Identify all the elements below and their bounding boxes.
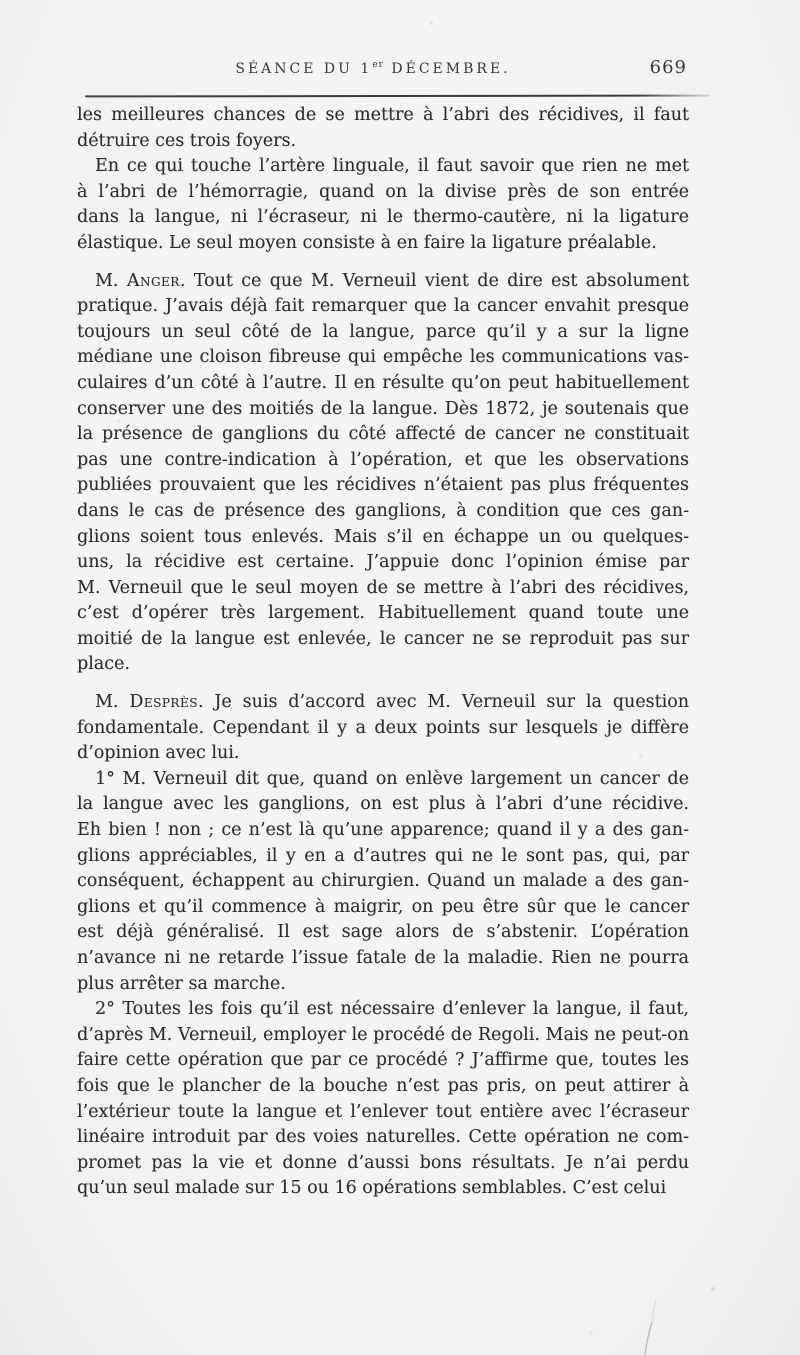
page-title [67,60,679,77]
text-line: conserver une des moitiés de la langue. Dès 1872, je soutenais que [77,398,689,419]
text-line: détruire ces trois foyers. [77,130,297,151]
header-rule [85,95,710,98]
speaker-name: Desprès [129,692,198,713]
text-line: M. Verneuil que le seul moyen de se mettre à l’abri des récidives, [77,577,689,598]
text-line: l’extérieur toute la langue et l’enlever tout entière avec l’écraseur [77,1101,689,1122]
text-line: est déjà généralisé. Il est sage alors de s’abstenir. L’opération [77,922,689,943]
page-title-text: SÉANCE DU 1 [235,61,373,77]
text-line: élastique. Le seul moyen consiste à en faire la ligature préalable. [77,232,657,253]
text-line: fondamentale. Cependant il y a deux points sur lesquels je diffère [77,717,689,738]
page-title-text-end: DÉCEMBRE. [383,61,511,77]
text-line: publiées prouvaient que les récidives n’étaient pas plus fréquentes [77,475,689,496]
text-line: M. Desprès. Je suis d’accord avec M. Verneuil sur la question [95,692,689,713]
text-line: culaires d’un côté à l’autre. Il en résulte qu’on peut habituellement [77,372,689,393]
text-line: M. Anger. Tout ce que M. Verneuil vient de dire est absolument [95,270,689,291]
text-line: conséquent, échappent au chirurgien. Quand un malade a des gan- [77,871,689,892]
paragraph [77,767,689,997]
paragraph [77,269,689,679]
text-line: d’après M. Verneuil, employer le procédé de Regoli. Mais ne peut-on [77,1024,689,1045]
scan-specks [0,0,2,2]
page-title-superscript: er [372,60,384,70]
text-line: faire cette opération que par ce procédé ? J’affirme que, toutes les [77,1050,689,1071]
text-line: En ce qui touche l’artère linguale, il faut savoir que rien ne met [95,156,689,177]
text-line: médiane une cloison fibreuse qui empêche les communications vas- [77,347,689,368]
text-line: 2° Toutes les fois qu’il est nécessaire d’enlever la langue, il faut, [95,999,689,1020]
text-line: promet pas la vie et donne d’aussi bons résultats. Je n’ai perdu [77,1152,689,1173]
paragraph [77,997,689,1202]
paragraph [77,103,689,154]
text-line: c’est d’opérer très largement. Habituellement quand toute une [77,603,689,624]
text-line: uns, la récidive est certaine. J’appuie donc l’opinion émise par [77,552,689,573]
text-line: n’avance ni ne retarde l’issue fatale de la maladie. Rien ne pourra [77,948,689,968]
text-line: la présence de ganglions du côté affecté de cancer ne constituait [77,424,689,445]
text-line: glions appréciables, il y en a d’autres qui ne le sont pas, qui, par [77,845,689,866]
text-line: qu’un seul malade sur 15 ou 16 opérations semblables. C’est celui [77,1178,667,1199]
page-number: 669 [649,57,687,78]
text-line: glions et qu’il commence à maigrir, on peu être sûr que le cancer [77,896,689,917]
running-head [77,57,689,81]
text-line: 1° M. Verneuil dit que, quand on enlève largement un cancer de [95,768,689,789]
text-line: d’opinion avec lui. [77,743,240,764]
text-line: pas une contre-indication à l’opération, et que les observations [77,449,689,470]
text-line: linéaire introduit par des voies naturelles. Cette opération ne com- [77,1127,689,1148]
text-block [77,103,689,1202]
text-line: moitié de la langue est enlevée, le cancer ne se reproduit pas sur [77,628,689,649]
speaker-name: Anger [126,270,180,291]
text-line: fois que le plancher de la bouche n’est pas pris, on peut attirer à [77,1075,689,1096]
paragraph [77,154,689,256]
text-line: glions soient tous enlevés. Mais s’il en échappe un ou quelques- [77,526,689,547]
text-line: plus arrêter sa marche. [77,973,286,994]
paragraph [77,690,689,767]
text-line: place. [77,654,130,675]
text-line: pratique. J’avais déjà fait remarquer que la cancer envahit presque [77,296,689,317]
text-line: la langue avec les ganglions, on est plus à l’abri d’une récidive. [77,794,689,815]
text-line: à l’abri de l’hémorragie, quand on la divise près de son entrée [77,181,689,202]
text-line: dans le cas de présence des ganglions, à condition que ces gan- [77,500,689,521]
text-line: les meilleures chances de se mettre à l’abri des récidives, il faut [77,105,689,125]
text-line: dans la langue, ni l’écraseur, ni le thermo-cautère, ni la ligature [77,207,689,228]
text-line: Eh bien ! non ; ce n’est là qu’une apparence; quand il y a des gan- [77,820,689,841]
text-line: toujours un seul côté de la langue, parce qu’il y a sur la ligne [77,321,689,342]
